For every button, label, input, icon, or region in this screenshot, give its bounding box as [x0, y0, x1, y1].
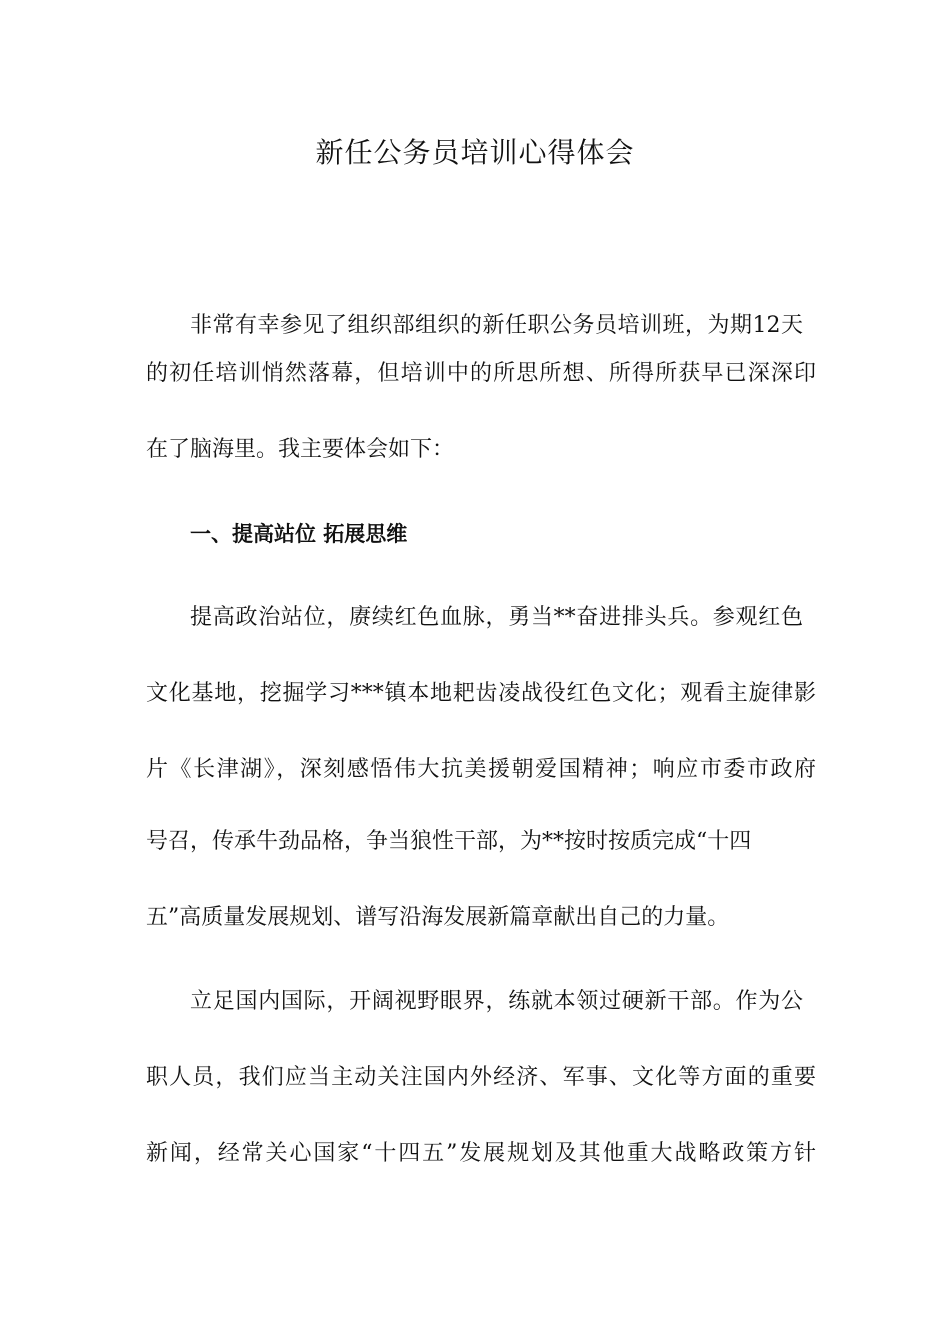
paragraph-3-line-1: 立足国内国际，开阔视野眼界，练就本领过硬新干部。作为公 [190, 989, 803, 1014]
paragraph-3-line-2: 职人员，我们应当主动关注国内外经济、军事、文化等方面的重要 [146, 1065, 816, 1090]
paragraph-2-line-1: 提高政治站位，赓续红色血脉，勇当**奋进排头兵。参观红色 [190, 605, 803, 630]
paragraph-2-line-2: 文化基地，挖掘学习***镇本地耙齿凌战役红色文化；观看主旋律影 [146, 681, 816, 706]
paragraph-2-line-4: 号召，传承牛劲品格，争当狼性干部，为**按时按质完成“十四 [146, 829, 752, 854]
paragraph-2-line-3: 片《长津湖》，深刻感悟伟大抗美援朝爱国精神；响应市委市政府 [146, 757, 816, 782]
paragraph-1-line-2: 的初任培训悄然落幕，但培训中的所思所想、所得所获早已深深印 [146, 361, 816, 386]
section-heading-1: 一、提高站位 拓展思维 [190, 522, 408, 546]
paragraph-1-line-1: 非常有幸参见了组织部组织的新任职公务员培训班，为期12天 [190, 313, 803, 338]
document-title: 新任公务员培训心得体会 [315, 136, 635, 169]
paragraph-3-line-3: 新闻，经常关心国家“十四五”发展规划及其他重大战略政策方针 [146, 1141, 816, 1166]
paragraph-1-line-3: 在了脑海里。我主要体会如下： [146, 437, 455, 462]
paragraph-2-line-5: 五”高质量发展规划、谱写沿海发展新篇章献出自己的力量。 [146, 905, 730, 930]
